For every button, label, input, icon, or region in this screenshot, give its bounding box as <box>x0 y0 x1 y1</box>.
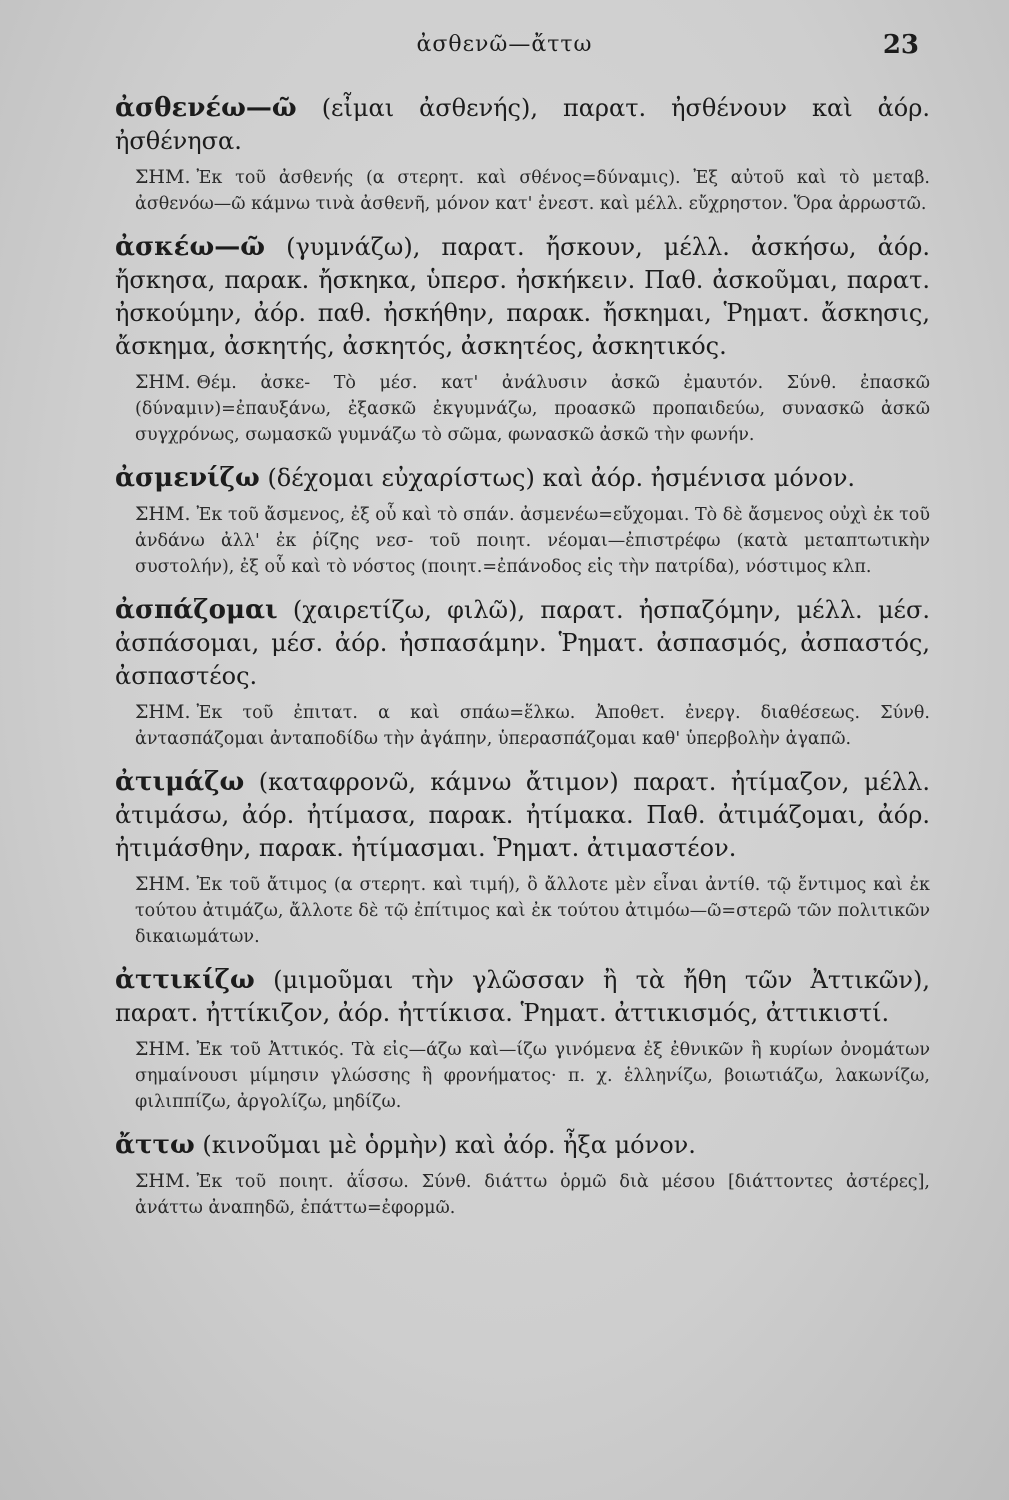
entry-definition <box>115 231 930 363</box>
definition-text: (εἶμαι ἀσθενής), παρατ. ἠσθένουν καὶ ἀόρ. ἠσθένησα. <box>115 94 930 155</box>
headword: ἀσκέω—ῶ <box>115 232 265 262</box>
entry-definition <box>115 766 930 865</box>
note-label: ΣΗΜ. <box>135 701 191 723</box>
note-text: Ἐκ τοῦ ἐπιτατ. α καὶ σπάω=ἕλκω. Ἀποθετ. ἐνεργ. διαθέσεως. Σύνθ. ἀντασπάζομαι ἀνταποδίδω τὴν ἀγάπην, ὑπερασπάζομαι καθ' ὑπερβολὴν ἀγαπῶ. <box>135 703 930 749</box>
entry-note <box>135 369 930 448</box>
note-text: Ἐκ τοῦ ἄτιμος (α στερητ. καὶ τιμή), ὃ ἄλλοτε μὲν εἶναι ἀντίθ. τῷ ἔντιμος καὶ ἐκ τούτου ἀτιμάζω, ἄλλοτε δὲ τῷ ἐπίτιμος καὶ ἐκ τούτου ἀτιμόω—ῶ=στερῶ τῶν πολιτικῶν δικαιωμάτων. <box>135 875 930 947</box>
headword: ἀττικίζω <box>115 965 255 995</box>
entry-definition <box>115 1129 930 1162</box>
note-label: ΣΗΜ. <box>135 166 191 188</box>
entry-note <box>135 1168 930 1221</box>
entry-note <box>135 501 930 580</box>
dictionary-entry <box>115 462 930 580</box>
note-label: ΣΗΜ. <box>135 371 191 393</box>
note-text: Ἐκ τοῦ ἀσθενής (α στερητ. καὶ σθένος=δύναμις). Ἐξ αὐτοῦ καὶ τὸ μεταβ. ἀσθενόω—ῶ κάμνω τινὰ ἀσθενῆ, μόνον κατ' ἐνεστ. καὶ μέλλ. εὔχρηστον. Ὅρα ἀρρωστῶ. <box>135 168 930 214</box>
dictionary-entry <box>115 92 930 217</box>
running-head: ἀσθενῶ—ἄττω <box>416 32 593 57</box>
dictionary-entry <box>115 766 930 950</box>
note-text: Θέμ. ἀσκε- Τὸ μέσ. κατ' ἀνάλυσιν ἀσκῶ ἐμαυτόν. Σύνθ. ἐπασκῶ (δύναμιν)=ἐπαυξάνω, ἐξασκῶ ἐκγυμνάζω, προασκῶ προπαιδεύω, συνασκῶ ἀσκῶ συγχρόνως, σωμασκῶ γυμνάζω τὸ σῶμα, φωνασκῶ ἀσκῶ τὴν φωνήν. <box>135 373 930 445</box>
note-label: ΣΗΜ. <box>135 503 191 525</box>
dictionary-content <box>115 92 930 1235</box>
dictionary-entry <box>115 964 930 1115</box>
entry-note <box>135 1036 930 1115</box>
definition-text: (χαιρετίζω, φιλῶ), παρατ. ἠσπαζόμην, μέλλ. μέσ. ἀσπάσομαι, μέσ. ἀόρ. ἠσπασάμην. Ῥηματ. ἀσπασμός, ἀσπαστός, ἀσπαστέος. <box>115 596 930 690</box>
definition-text: (κινοῦμαι μὲ ὁρμὴν) καὶ ἀόρ. ἦξα μόνον. <box>202 1131 696 1159</box>
dictionary-entry <box>115 1129 930 1221</box>
entry-note <box>135 164 930 217</box>
headword: ἀσμενίζω <box>115 463 260 493</box>
entry-definition <box>115 964 930 1030</box>
definition-text: (καταφρονῶ, κάμνω ἄτιμον) παρατ. ἠτίμαζον, μέλλ. ἀτιμάσω, ἀόρ. ἠτίμασα, παρακ. ἠτίμακα. Παθ. ἀτιμάζομαι, ἀόρ. ἠτιμάσθην, παρακ. ἠτίμασμαι. Ῥηματ. ἀτιμαστέον. <box>115 768 930 862</box>
note-text: Ἐκ τοῦ Ἀττικός. Τὰ εἰς—άζω καὶ—ίζω γινόμενα ἐξ ἐθνικῶν ἢ κυρίων ὀνομάτων σημαίνουσι μίμησιν γλώσσης ἢ φρονήματος· π. χ. ἑλληνίζω, βοιωτιάζω, λακωνίζω, φιλιππίζω, ἀργολίζω, μηδίζω. <box>135 1040 930 1112</box>
definition-text: (γυμνάζω), παρατ. ἤσκουν, μέλλ. ἀσκήσω, ἀόρ. ἤσκησα, παρακ. ἤσκηκα, ὑπερσ. ἠσκήκειν. Παθ. ἀσκοῦμαι, παρατ. ἠσκούμην, ἀόρ. παθ. ἠσκήθην, παρακ. ἤσκημαι, Ῥηματ. ἄσκησις, ἄσκημα, ἀσκητής, ἀσκητός, ἀσκητέος, ἀσκητικός. <box>115 233 930 360</box>
headword: ἀσθενέω—ῶ <box>115 93 297 123</box>
entry-definition <box>115 92 930 158</box>
headword: ἀτιμάζω <box>115 767 245 797</box>
page-number: 23 <box>882 30 919 60</box>
entry-definition <box>115 462 930 495</box>
note-label: ΣΗΜ. <box>135 873 191 895</box>
entry-note <box>135 699 930 752</box>
headword: ἄττω <box>115 1130 195 1160</box>
note-label: ΣΗΜ. <box>135 1038 191 1060</box>
dictionary-entry <box>115 594 930 752</box>
entry-note <box>135 871 930 950</box>
headword: ἀσπάζομαι <box>115 595 278 625</box>
note-text: Ἐκ τοῦ ποιητ. ἀΐσσω. Σύνθ. διάττω ὁρμῶ διὰ μέσου [διάττοντες ἀστέρες], ἀνάττω ἀναπηδῶ, ἐπάττω=ἐφορμῶ. <box>135 1172 930 1218</box>
dictionary-entry <box>115 231 930 448</box>
definition-text: (μιμοῦμαι τὴν γλῶσσαν ἢ τὰ ἤθη τῶν Ἀττικῶν), παρατ. ἠττίκιζον, ἀόρ. ἠττίκισα. Ῥηματ. ἀττικισμός, ἀττικιστί. <box>115 966 930 1027</box>
entry-definition <box>115 594 930 693</box>
note-text: Ἐκ τοῦ ἄσμενος, ἐξ οὗ καὶ τὸ σπάν. ἀσμενέω=εὔχομαι. Τὸ δὲ ἄσμενος οὐχὶ ἐκ τοῦ ἁνδάνω ἀλλ' ἐκ ῥίζης νεσ- τοῦ ποιητ. νέομαι—ἐπιστρέφω (κατὰ μεταπτωτικὴν συστολήν), ἐξ οὗ καὶ τὸ νόστος (ποιητ.=ἐπάνοδος εἰς τὴν πατρίδα), νόστιμος κλπ. <box>135 505 930 577</box>
note-label: ΣΗΜ. <box>135 1170 191 1192</box>
definition-text: (δέχομαι εὐχαρίστως) καὶ ἀόρ. ἠσμένισα μόνον. <box>267 464 856 492</box>
